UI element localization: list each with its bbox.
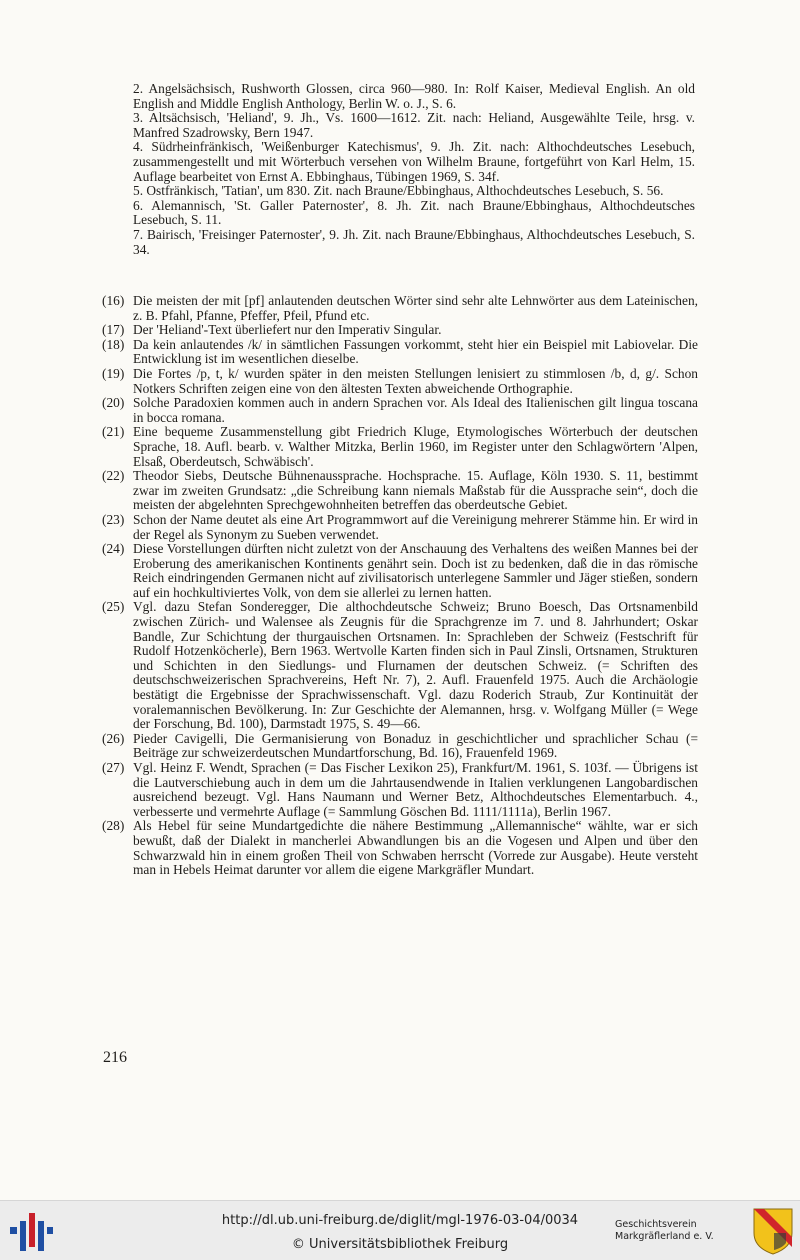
- list-item: 6. Alemannisch, 'St. Galler Paternoster', 8. Jh. Zit. nach Braune/Ebbinghaus, Althochdeutsches Lesebuch, S. 11.: [133, 197, 695, 228]
- page-number: 216: [103, 1049, 127, 1066]
- continued-note-list: [133, 82, 695, 257]
- note-number: (27): [102, 760, 125, 775]
- note-number: (24): [102, 541, 125, 557]
- endnote-28: [102, 819, 698, 877]
- note-text: Da kein anlautendes /k/ in sämtlichen Fassungen vorkommt, steht hier ein Beispiel mit Labiovelar. Die Entwicklung ist im wesentlichen dieselbe.: [133, 336, 698, 367]
- note-text: Pieder Cavigelli, Die Germanisierung von Bonaduz in geschichtlicher und sprachlicher Schau (= Beiträge zur schweizerdeutschen Mundartforschung, Bd. 16), Frauenfeld 1969.: [133, 730, 698, 761]
- list-item: 4. Südrheinfränkisch, 'Weißenburger Katechismus', 9. Jh. Zit. nach: Althochdeutsches Lesebuch, zusammengestellt und mit Wörterbuch versehen von Wilhelm Braune, fortgeführt von Karl Helm, 15. Auflage bearbeitet von Ernst A. Ebbinghaus, Tübingen 1969, S. 34f.: [133, 139, 695, 184]
- note-text: Eine bequeme Zusammenstellung gibt Friedrich Kluge, Etymologisches Wörterbuch der deutschen Sprache, 18. Aufl. bearb. v. Walther Mitzka, Berlin 1960, im Register unter den Schlagwörtern 'Alpen, Elsaß, Oberdeutsch, Schwäbisch'.: [133, 424, 698, 469]
- coat-of-arms-icon: [752, 1207, 794, 1255]
- note-number: (28): [102, 818, 125, 834]
- endnote-25: [102, 600, 698, 731]
- note-text: Solche Paradoxien kommen auch in andern Sprachen vor. Als Ideal des Italienischen gilt lingua toscana in bocca romana.: [133, 395, 698, 425]
- endnote-24: [102, 542, 698, 600]
- list-item: 3. Altsächsisch, 'Heliand', 9. Jh., Vs. 1600—1612. Zit. nach: Heliand, Ausgewählte Teile, hrsg. v. Manfred Szadrowsky, Bern 1947.: [133, 110, 695, 140]
- society-name-line-2: Markgräflerland e. V.: [615, 1231, 714, 1242]
- society-name-line-1: Geschichtsverein: [615, 1219, 697, 1230]
- list-item: 2. Angelsächsisch, Rushworth Glossen, circa 960—980. In: Rolf Kaiser, Medieval English. An old English and Middle English Anthology, Berlin W. o. J., S. 6.: [133, 81, 695, 111]
- note-number: (17): [102, 322, 125, 338]
- note-text: Diese Vorstellungen dürften nicht zuletzt von der Anschauung des Verhaltens des weißen Mannes bei der Eroberung des amerikanischen Kontinents genährt sein. Doch ist zu bedenken, daß die in das römische Reich eindringenden Germanen nicht auf zivilisatorisch unterlegene Sammler und Jäger stießen, sondern auf ein hochkultiviertes Volk, von dem sie allerlei zu lernen hatten.: [133, 541, 698, 600]
- endnote-22: [102, 469, 698, 513]
- endnote-21: [102, 425, 698, 469]
- endnote-23: [102, 513, 698, 542]
- endnote-16: [102, 294, 698, 323]
- note-text: Die Fortes /p, t, k/ wurden später in den meisten Stellungen lenisiert zu stimmlosen /b, d, g/. Schon Notkers Schriften zeigen eine von den ältesten Texten abweichende Orthographie.: [133, 365, 698, 396]
- copyright-notice: © Universitätsbibliothek Freiburg: [291, 1237, 509, 1252]
- note-number: (23): [102, 511, 125, 527]
- note-number: (19): [102, 365, 125, 381]
- note-number: (21): [102, 424, 125, 440]
- note-number: (26): [102, 730, 125, 746]
- endnote-17: [102, 323, 698, 338]
- endnote-27: [102, 761, 698, 819]
- viewer-footer: [0, 1200, 800, 1260]
- note-text: Vgl. dazu Stefan Sonderegger, Die althochdeutsche Schweiz; Bruno Boesch, Das Ortsnamenbild zwischen Zürich- und Walensee als Zeugnis für die Sprachgrenze im 7. und 8. Jahrhundert; Oskar Bandle, Zur Schichtung der thurgauischen Ortsnamen. In: Sprachleben der Schweiz (Festschrift für Rudolf Hotzenköcherle), Bern 1963. Wertvolle Karten finden sich in Paul Zinsli, Ortsnamen, Strukturen und Schichten in den Siedlungs- und Flurnamen der deutschen Schweiz. (= Schriften des deutschschweizerischen Sprachvereins, Heft Nr. 7), 2. Aufl. Frauenfeld 1975. Auch die Archäologie bestätigt die Ergebnisse der Sprachwissenschaft. Vgl. dazu Roderich Straub, Zur Kontinuität der voralemannischen Bevölkerung. In: Zur Geschichte der Alemannen, hrsg. v. Wolfgang Müller (= Wege der Forschung, Bd. 100), Darmstadt 1975, S. 49—66.: [133, 599, 698, 732]
- permalink-url[interactable]: http://dl.ub.uni-freiburg.de/diglit/mgl-1976-03-04/0034: [221, 1213, 579, 1228]
- note-number: (20): [102, 395, 125, 411]
- endnotes: [102, 294, 698, 878]
- society-name: [615, 1219, 745, 1243]
- note-number: (16): [102, 293, 125, 308]
- endnote-20: [102, 396, 698, 425]
- note-text: Vgl. Heinz F. Wendt, Sprachen (= Das Fischer Lexikon 25), Frankfurt/M. 1961, S. 103f. — Übrigens ist die Lautverschiebung auch in dem um die Jahrtausendwende in Italien verklungenen Langobardischen ausreichend bezeugt. Vgl. Hans Naumann und Werner Betz, Althochdeutsches Elementarbuch. 4., verbesserte und vermehrte Auflage (= Sammlung Göschen Bd. 1111/1111a), Berlin 1967.: [133, 760, 698, 819]
- endnote-26: [102, 732, 698, 761]
- note-number: (22): [102, 468, 125, 484]
- list-item: 5. Ostfränkisch, 'Tatian', um 830. Zit. nach Braune/Ebbinghaus, Althochdeutsches Lesebuch, S. 56.: [133, 183, 664, 199]
- note-number: (18): [102, 336, 125, 352]
- note-number: (25): [102, 599, 125, 615]
- endnote-18: [102, 338, 698, 367]
- note-text: Die meisten der mit [pf] anlautenden deutschen Wörter sind sehr alte Lehnwörter aus dem Lateinischen, z. B. Pfahl, Pfanne, Pfeffer, Pfeil, Pfund etc.: [133, 293, 698, 323]
- note-text: Der 'Heliand'-Text überliefert nur den Imperativ Singular.: [133, 322, 442, 338]
- endnote-19: [102, 367, 698, 396]
- note-text: Als Hebel für seine Mundartgedichte die nähere Bestimmung „Allemannische“ wählte, war er sich bewußt, daß der Dialekt in mancherlei Abwandlungen bis an die Vogesen und Alpen und über den Schwarzwald hin in einem großen Theil von Schwaben herrscht (Vorrede zur Ausgabe). Heute versteht man in Hebels Heimat darunter vor allem die eigene Markgräfler Mundart.: [133, 818, 698, 878]
- list-item: 7. Bairisch, 'Freisinger Paternoster', 9. Jh. Zit. nach Braune/Ebbinghaus, Althochdeutsches Lesebuch, S. 34.: [133, 226, 695, 257]
- note-text: Schon der Name deutet als eine Art Programmwort auf die Vereinigung mehrerer Stämme hin. Er wird in der Regel als Synonym zu Sueben verwendet.: [133, 511, 698, 542]
- note-text: Theodor Siebs, Deutsche Bühnenaussprache. Hochsprache. 15. Auflage, Köln 1930. S. 11, bestimmt zwar im zweiten Grundsatz: „die Schreibung kann niemals Maßstab für die Aussprache sein“, doch die meisten der abgelehnten Sprechgewohnheiten betreffen das oberdeutsche Gebiet.: [133, 468, 698, 513]
